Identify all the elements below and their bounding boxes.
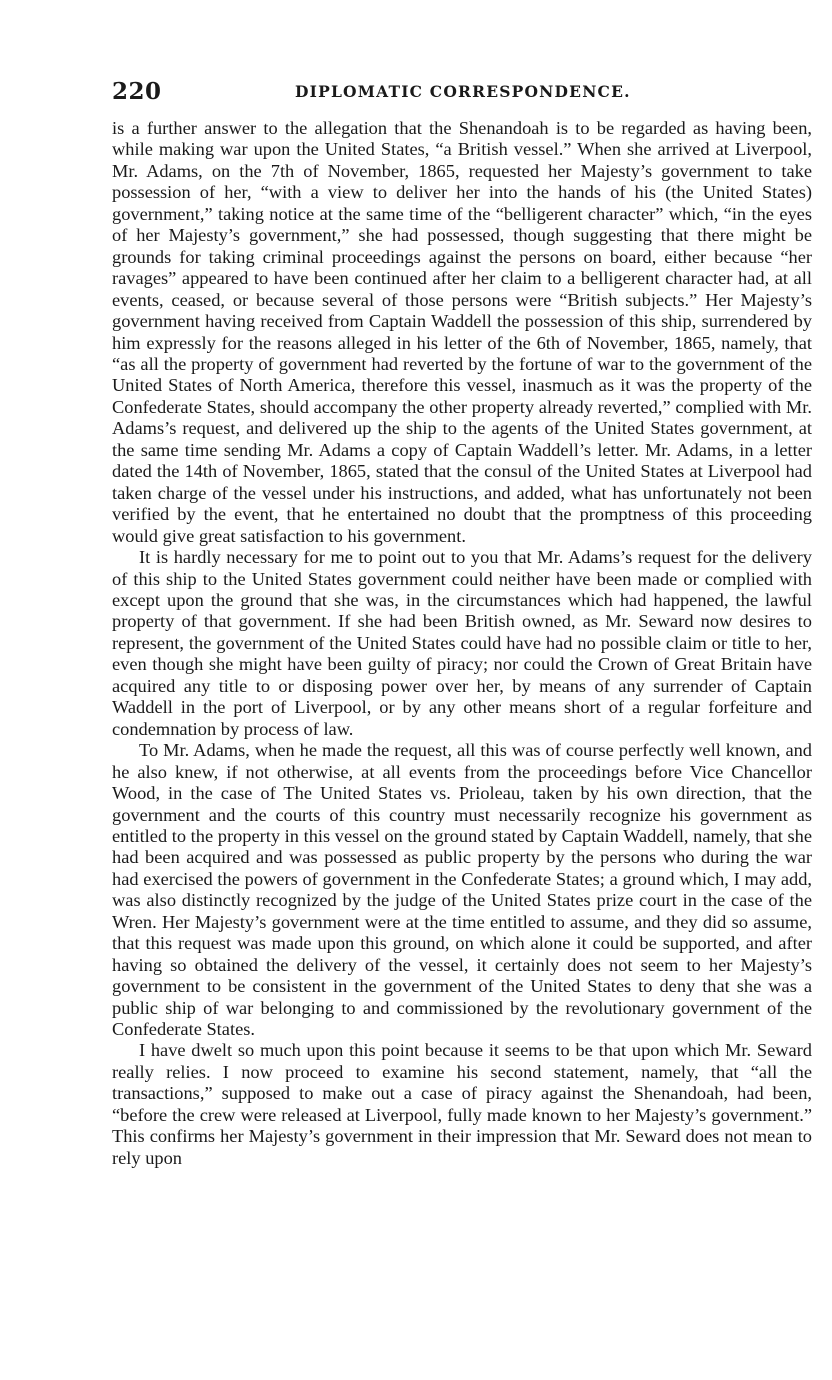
page-number: 220 [112, 78, 162, 105]
running-head: DIPLOMATIC CORRESPONDENCE. [295, 82, 631, 101]
body-text [112, 118, 812, 1169]
paragraph-2: It is hardly necessary for me to point out to you that Mr. Adams’s request for the delivery of this ship to the United States government could neither have been made or complied with except upon the ground that she was, in the circumstances which had happened, the lawful property of that government. If she had been British owned, as Mr. Seward now desires to represent, the government of the United States could have had no possible claim or title to her, even though she might have been guilty of piracy; nor could the Crown of Great Britain have acquired any title to or disposing power over her, by means of any surrender of Captain Waddell in the port of Liverpool, or by any other means short of a regular forfeiture and condemnation by process of law. [112, 547, 812, 739]
paragraph-3: To Mr. Adams, when he made the request, all this was of course perfectly well known, and he also knew, if not otherwise, at all events from the proceedings before Vice Chancellor Wood, in the case of The United States vs. Prioleau, taken by his own direction, that the government and the courts of this country must necessarily recognize his government as entitled to the property in this vessel on the ground stated by Captain Waddell, namely, that she had been acquired and was possessed as public property by the persons who during the war had exercised the powers of government in the Confederate States; a ground which, I may add, was also distinctly recognized by the judge of the United States prize court in the case of the Wren. Her Majesty’s government were at the time entitled to assume, and they did so assume, that this request was made upon this ground, on which alone it could be supported, and after having so obtained the delivery of the vessel, it certainly does not seem to her Majesty’s government to be consistent in the government of the United States to deny that she was a public ship of war belonging to and commissioned by the revolutionary government of the Confederate States. [112, 740, 812, 1040]
paragraph-1: is a further answer to the allegation that the Shenandoah is to be regarded as having been, while making war upon the United States, “a British vessel.” When she arrived at Liverpool, Mr. Adams, on the 7th of November, 1865, requested her Majesty’s government to take possession of her, “with a view to deliver her into the hands of his (the United States) government,” taking notice at the same time of the “belligerent character” which, “in the eyes of her Majesty’s government,” she had possessed, though suggesting that there might be grounds for taking criminal proceedings against the persons on board, either because “her ravages” appeared to have been continued after her claim to a belligerent character had, at all events, ceased, or because several of those persons were “British subjects.” Her Majesty’s government having received from Captain Waddell the possession of this ship, surrendered by him expressly for the reasons alleged in his letter of the 6th of November, 1865, namely, that “as all the property of government had reverted by the fortune of war to the government of the United States of North America, therefore this vessel, inasmuch as it was the property of the Confederate States, should accompany the other property already reverted,” complied with Mr. Adams’s request, and delivered up the ship to the agents of the United States government, at the same time sending Mr. Adams a copy of Captain Waddell’s letter. Mr. Adams, in a letter dated the 14th of November, 1865, stated that the consul of the United States at Liverpool had taken charge of the vessel under his instructions, and added, what has unfortunately not been verified by the event, that he entertained no doubt that the promptness of this proceeding would give great satisfaction to his government. [112, 118, 812, 546]
paragraph-4: I have dwelt so much upon this point because it seems to be that upon which Mr. Seward really relies. I now proceed to examine his second statement, namely, that “all the transactions,” supposed to make out a case of piracy against the Shenandoah, had been, “before the crew were released at Liverpool, fully made known to her Majesty’s government.” This confirms her Majesty’s government in their impression that Mr. Seward does not mean to rely upon [112, 1040, 812, 1168]
page-header [112, 78, 812, 104]
